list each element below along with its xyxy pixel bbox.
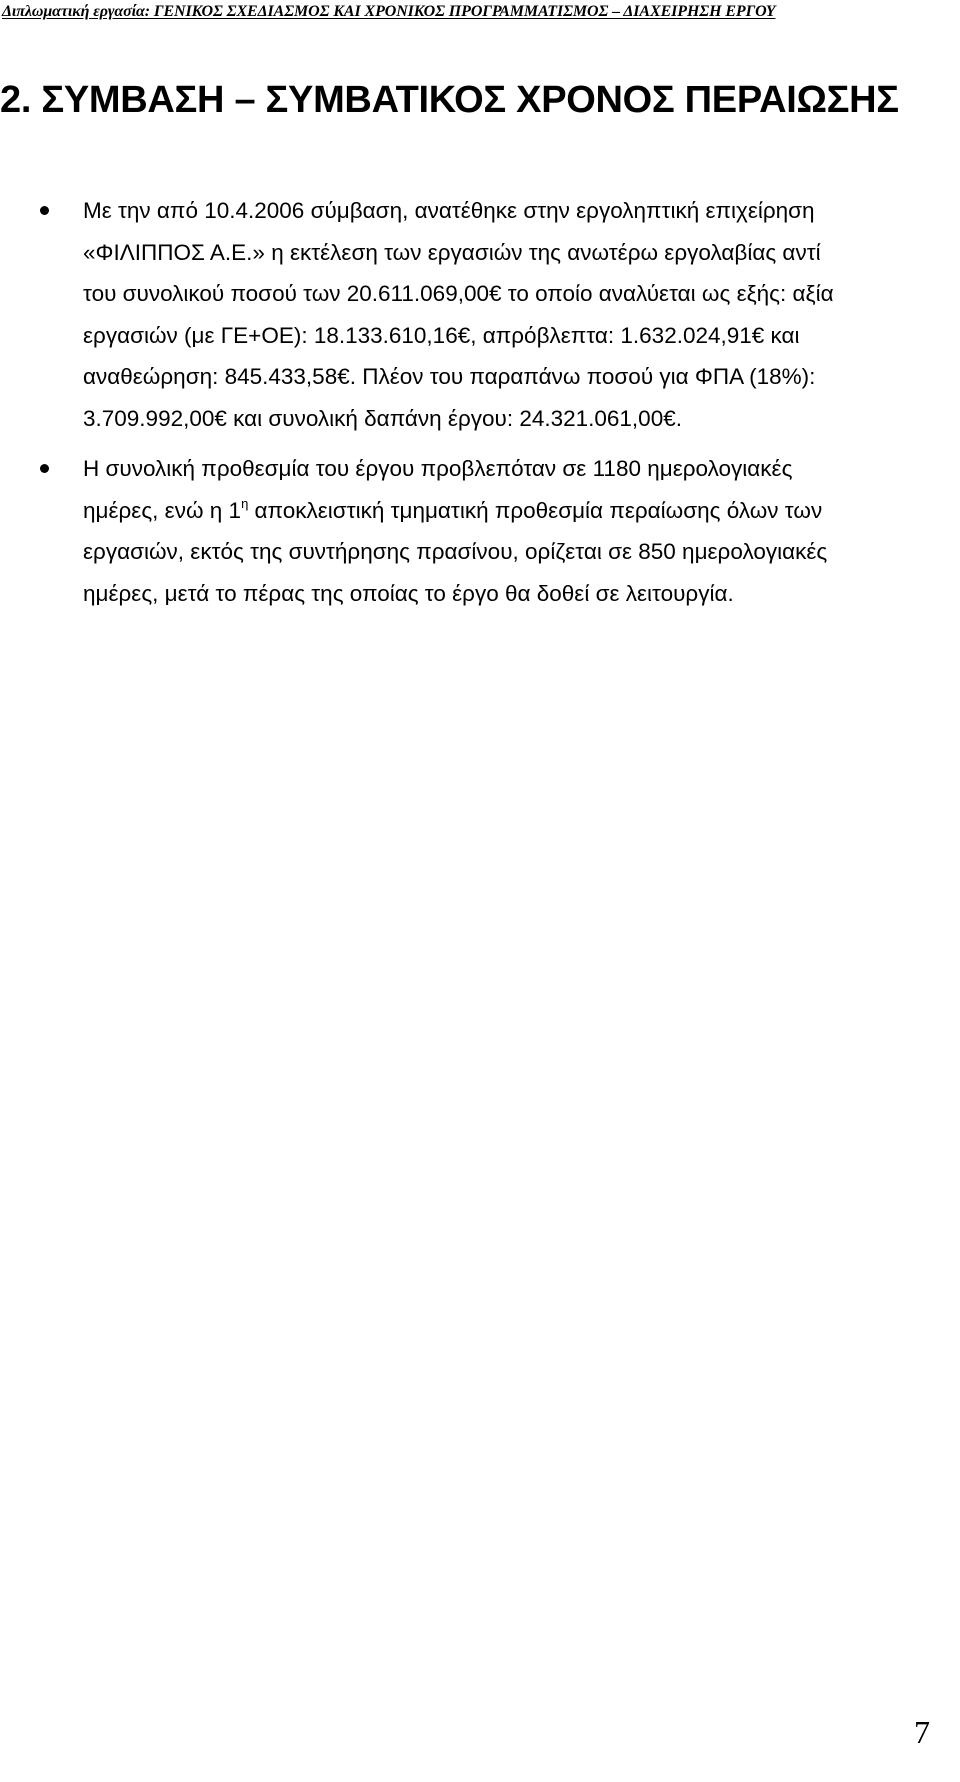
page-number: 7 [914,1714,930,1750]
text-run: αποκλειστική τμηματική προθεσμία περαίωσης όλων των [248,497,823,523]
paragraph-line [83,490,940,532]
paragraph-line: Η συνολική προθεσμία του έργου προβλεπόταν σε 1180 ημερολογιακές [83,456,793,481]
paragraph-line: 3.709.992,00€ και συνολική δαπάνη έργου: 24.321.061,00€. [83,405,682,431]
bullet-icon [40,206,49,215]
paragraph-line: «ΦΙΛΙΠΠΟΣ Α.Ε.» η εκτέλεση των εργασιών της ανωτέρω εργολαβίας αντί [83,239,821,265]
text-run: ημέρες, ενώ η 1 [83,497,242,523]
paragraph-line: αναθεώρηση: 845.433,58€. Πλέον του παραπάνω ποσού για ΦΠΑ (18%): [83,364,816,389]
bullet-icon [40,464,49,473]
header-title: Διπλωματική εργασία: ΓΕΝΙΚΟΣ ΣΧΕΔΙΑΣΜΟΣ ΚΑΙ ΧΡΟΝΙΚΟΣ ΠΡΟΓΡΑΜΜΑΤΙΣΜΟΣ – ΔΙΑΧΕΙΡΗΣΗ ΕΡΓΟΥ [2,3,776,20]
paragraph-line: Με την από 10.4.2006 σύμβαση, ανατέθηκε στην εργοληπτική επιχείρηση [83,198,815,223]
ordinal-superscript: η [241,495,249,511]
bullet-item-contract [0,190,960,439]
paragraph-line: εργασιών, εκτός της συντήρησης πρασίνου, ορίζεται σε 850 ημερολογιακές [83,539,828,564]
paragraph-line: εργασιών (με ΓΕ+ΟΕ): 18.133.610,16€, απρόβλεπτα: 1.632.024,91€ και [83,322,800,348]
bullet-list [0,190,960,623]
section-title: 2. ΣΥΜΒΑΣΗ – ΣΥΜΒΑΤΙΚΟΣ ΧΡΟΝΟΣ ΠΕΡΑΙΩΣΗΣ [0,79,899,121]
bullet-item-deadline [0,448,960,614]
paragraph-line: του συνολικού ποσού των 20.611.069,00€ το οποίο αναλύεται ως εξής: αξία [83,281,834,306]
paragraph-line: ημέρες, μετά το πέρας της οποίας το έργο θα δοθεί σε λειτουργία. [83,580,734,606]
page-header [0,0,960,30]
